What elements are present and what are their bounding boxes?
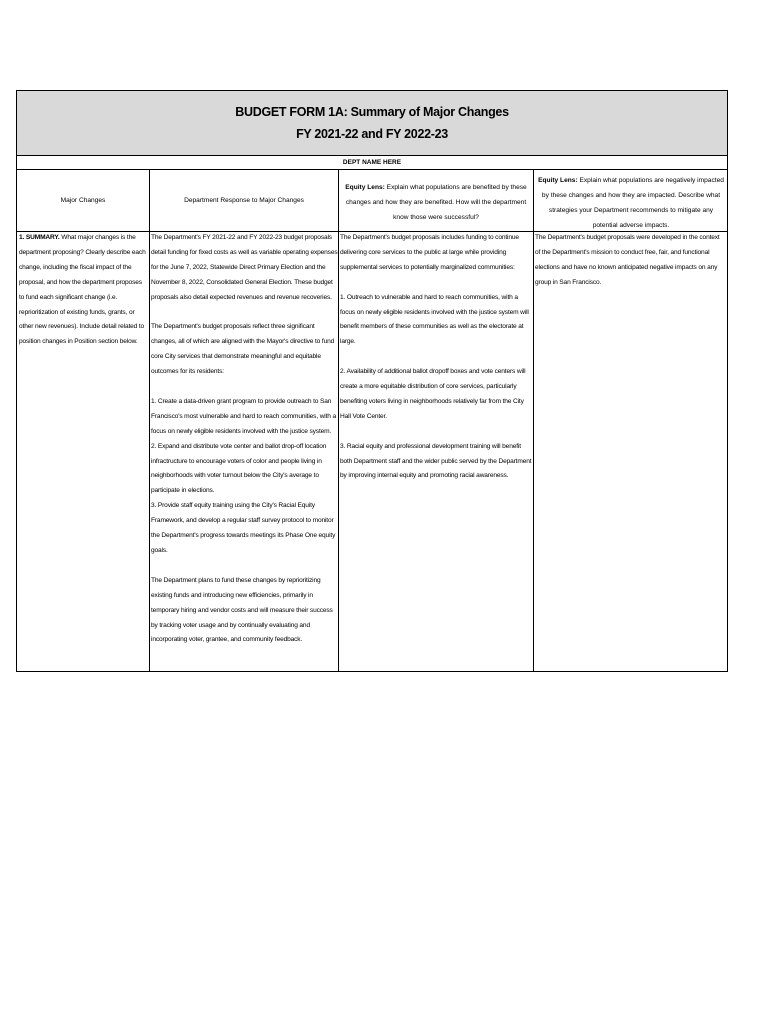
impact-paragraph: The Department's budget proposals were developed in the context of the Department's mission to conduct free, fair, and functional elections and have no known anticipated negative impacts on any group in San Francisco. [535,234,720,286]
benefit-paragraph: 3. Racial equity and professional development training will benefit both Department staff and the wider public served by the Department by improving internal equity and promoting racial awareness. [340,442,532,480]
form-subtitle: FY 2021-22 and FY 2022-23 [296,127,448,141]
response-paragraph: The Department's budget proposals reflect three significant changes, all of which are aligned with the Mayor's directive to fund core City services that demonstrate meaningful and equitable outcomes for its residents: [151,323,335,376]
response-paragraph: 2. Expand and distribute vote center and ballot drop-off location infractructure to encourage voters of color and people living in neighborhoods with voter turnout below the City's average to participate in elections. [151,442,327,495]
benefit-paragraph: The Department's budget proposals includes funding to continue delivering core services to the public at large while providing supplemental services to potentially marginalized communities: [340,234,519,271]
equity-impact-cell [535,231,726,291]
header-equity-benefit: Equity Lens: Explain what populations are benefited by these changes and how they are benefited. How will the department know those were successful? [345,184,527,221]
benefit-paragraph: 1. Outreach to vulnerable and hard to reach communities, with a focus on newly eligible residents involved with the justice system will benefit members of these communities as well as the electorate at large. [340,293,529,346]
header-major-changes: Major Changes [60,197,106,204]
budget-form [16,90,728,672]
title-band [17,91,727,156]
dept-name: DEPT NAME HERE [17,156,727,170]
dept-response-cell [151,231,338,648]
col-divider-3 [533,170,534,672]
form-title: BUDGET FORM 1A: Summary of Major Changes [235,105,509,119]
response-paragraph: The Department plans to fund these changes by reprioritizing existing funds and introducing new efficiencies, primarily in temporary hiring and vendor costs and will measure their success by tracking voter usage and by continually evaluating and incorporating voter, grantee, and community feedback. [151,576,333,644]
equity-benefit-cell [340,231,533,484]
response-paragraph: 1. Create a data-driven grant program to provide outreach to San Francisco's most vulnerable and hard to reach communities, with a focus on newly eligible residents involved with the justice system. [151,397,337,435]
response-paragraph: 3. Provide staff equity training using the City's Racial Equity Framework, and develop a regular staff survey protocol to monitor the Department's progress towards meetings its Phase One equity goals. [151,502,336,554]
col-divider-1 [149,170,150,672]
summary-cell: 1. SUMMARY. What major changes is the department proposing? Clearly describe each change, including the fiscal impact of the proposal, and how the department proposes to fund each significant change (i.e. reprioritization of existing funds, grants, or other new revenues). Include detail related to position changes in Position section below. [19,234,146,346]
response-paragraph: The Department's FY 2021-22 and FY 2022-23 budget proposals detail funding for fixed costs as well as variable operating expenses for the June 7, 2022, Statewide Direct Primary Election and the November 8, 2022, Consolidated General Election. These budget proposals also detail expected revenues and revenue recoveries. [151,234,338,301]
benefit-paragraph: 2. Availability of additional ballot dropoff boxes and vote centers will create a more equitable distribution of core services, particularly benefiting voters living in neighborhoods relatively far from the City Hall Vote Center. [340,368,526,420]
header-equity-impact: Equity Lens: Explain what populations are negatively impacted by these changes and how they are impacted. Describe what strategies your Department recommends to mitigate any potential adverse impacts. [538,177,724,229]
col-divider-2 [338,170,339,672]
header-dept-response: Department Response to Major Changes [184,197,304,204]
